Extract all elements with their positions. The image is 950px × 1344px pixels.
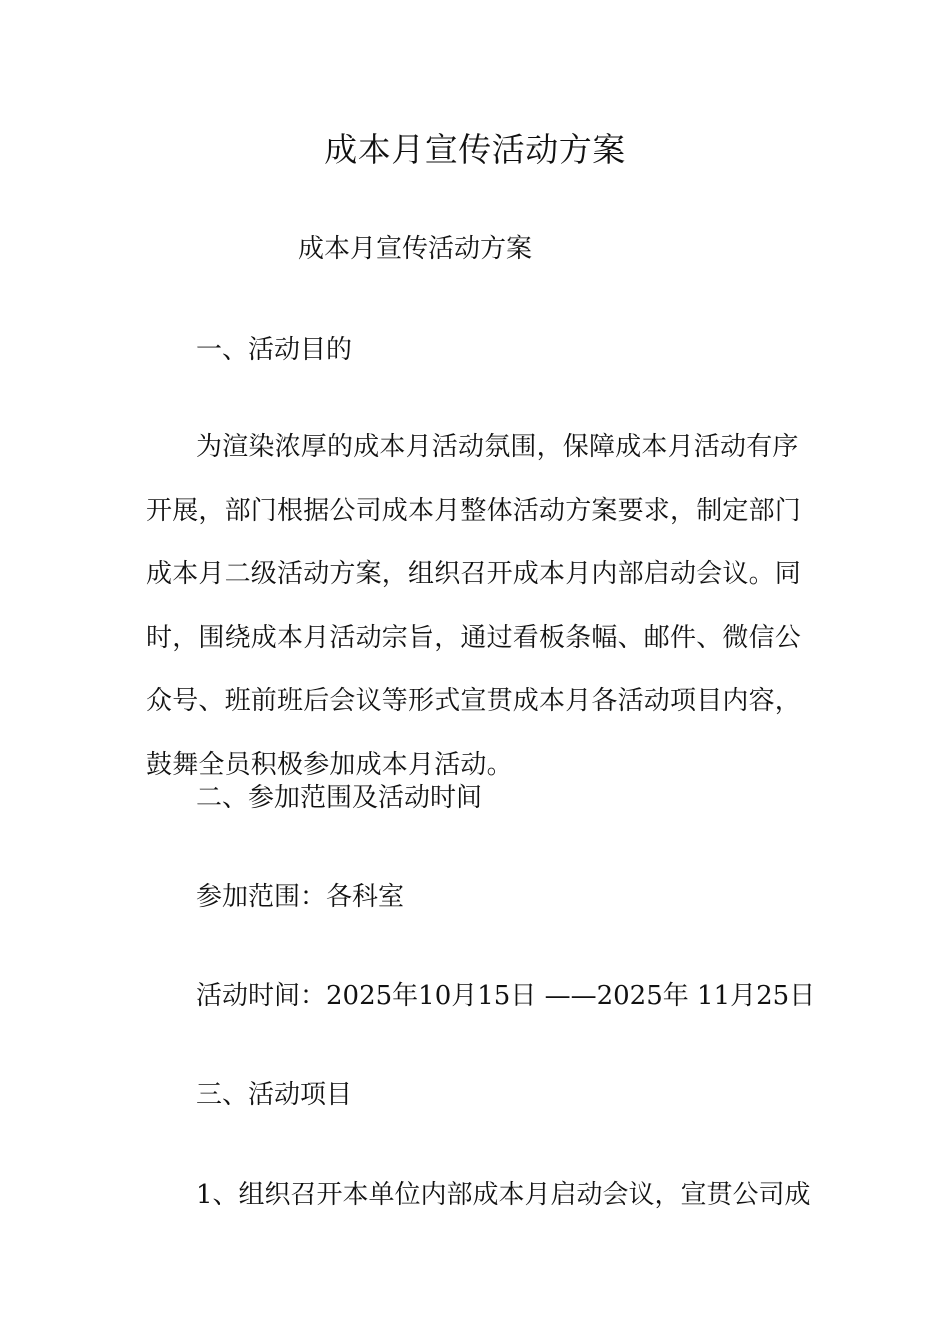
document-subtitle: 成本月宣传活动方案 xyxy=(298,234,533,264)
section-heading-purpose: 一、活动目的 xyxy=(196,335,353,365)
section-heading-items: 三、活动项目 xyxy=(196,1080,353,1110)
paragraph-line: 鼓舞全员积极参加成本月活动。 xyxy=(146,749,513,780)
purpose-paragraph xyxy=(146,430,808,812)
paragraph-line: 为渲染浓厚的成本月活动氛围，保障成本月活动有序 xyxy=(196,432,799,462)
document-title: 成本月宣传活动方案 xyxy=(324,130,626,169)
activity-item-1: 1、组织召开本单位内部成本月启动会议，宣贯公司成 xyxy=(196,1180,811,1210)
section-heading-scope-time: 二、参加范围及活动时间 xyxy=(196,783,483,813)
paragraph-line: 众号、班前班后会议等形式宣贯成本月各活动项目内容， xyxy=(146,686,802,717)
participation-scope: 参加范围：各科室 xyxy=(196,882,405,912)
paragraph-line: 开展，部门根据公司成本月整体活动方案要求，制定部门 xyxy=(146,495,802,526)
paragraph-line: 时，围绕成本月活动宗旨，通过看板条幅、邮件、微信公 xyxy=(146,622,802,653)
activity-time: 活动时间：2025年10月15日 ——2025年 11月25日 xyxy=(196,981,816,1011)
paragraph-line: 成本月二级活动方案，组织召开成本月内部启动会议。同 xyxy=(146,559,802,590)
